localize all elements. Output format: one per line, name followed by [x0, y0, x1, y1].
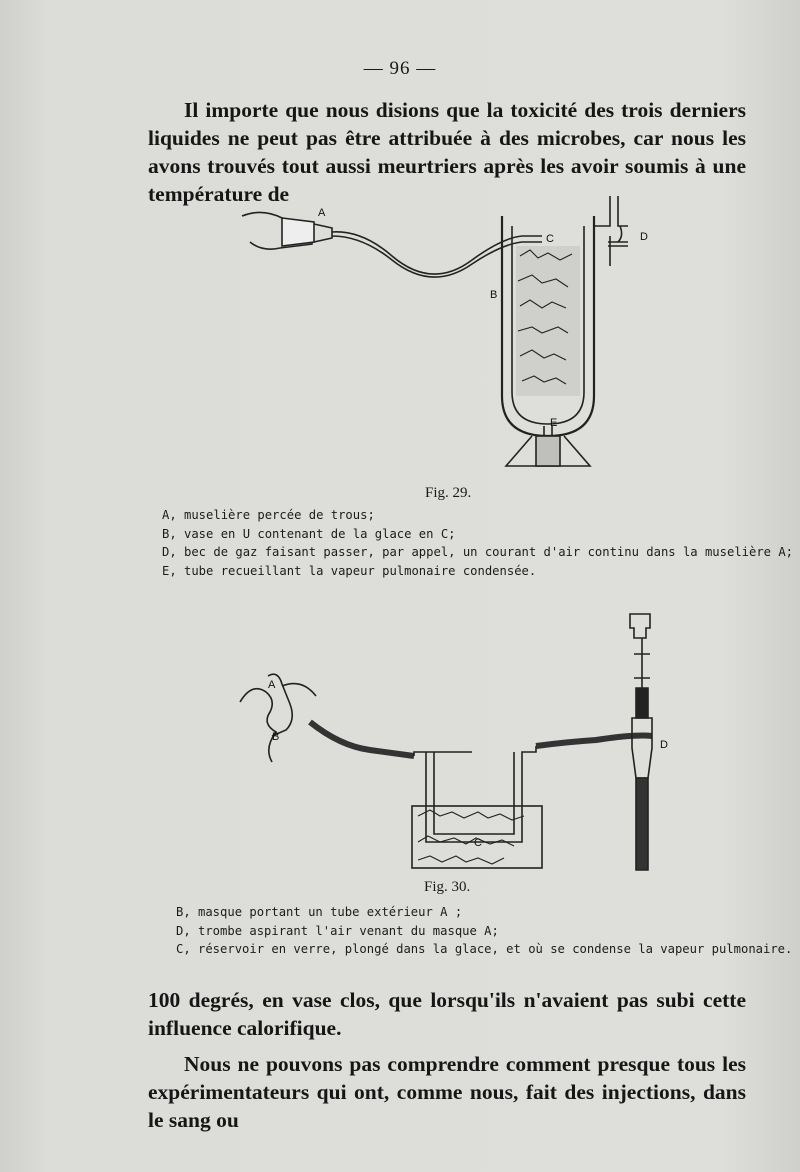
- paragraph-bottom: [148, 986, 746, 1134]
- fig30-label-A: A: [268, 679, 276, 691]
- fig30-label-D: D: [660, 739, 668, 751]
- page-number: — 96 —: [363, 58, 437, 79]
- fig29-legend-item: E, tube recueillant la vapeur pulmonaire condensée.: [162, 563, 537, 578]
- fig30-legend-item: D, trombe aspirant l'air venant du masque A;: [176, 923, 499, 938]
- figure-30-caption: Fig. 30.: [424, 879, 471, 895]
- figure-29-legend: [162, 506, 793, 580]
- fig30-label-C: C: [474, 837, 482, 849]
- fig29-label-E: E: [550, 417, 558, 429]
- fig29-label-C: C: [546, 233, 554, 245]
- figure-30-illustration: [230, 606, 690, 880]
- figure-30-legend: [176, 903, 792, 959]
- paragraph-1: Il importe que nous disions que la toxicité des trois derniers liquides ne peut pas être attribuée à des microbes, car nous les avons trouvés tout aussi meurtriers après les avoir soumis à une température de: [148, 98, 746, 206]
- fig29-label-B: B: [490, 289, 498, 301]
- fig29-label-D: D: [640, 231, 648, 243]
- figure-29-illustration: [232, 186, 662, 486]
- paragraph-2: 100 degrés, en vase clos, que lorsqu'ils n'avaient pas subi cette influence calorifique.: [148, 988, 746, 1040]
- figure-29-caption: Fig. 29.: [425, 485, 472, 501]
- fig30-legend-item: B, masque portant un tube extérieur A ;: [176, 905, 463, 919]
- fig29-legend-item: A, muselière percée de trous;: [162, 508, 375, 522]
- fig29-label-A: A: [318, 207, 326, 219]
- fig30-legend-item: C, réservoir en verre, plongé dans la glace, et où se condense la vapeur pulmonaire.: [176, 942, 793, 956]
- fig29-legend-item: B, vase en U contenant de la glace en C;: [162, 526, 456, 541]
- fig30-label-B: B: [272, 731, 280, 743]
- fig29-legend-item: D, bec de gaz faisant passer, par appel, un courant d'air continu dans la muselière A;: [162, 545, 794, 559]
- paragraph-3: Nous ne pouvons pas comprendre comment presque tous les expérimentateurs qui ont, comme nous, fait des injections, dans le sang ou: [148, 1052, 746, 1132]
